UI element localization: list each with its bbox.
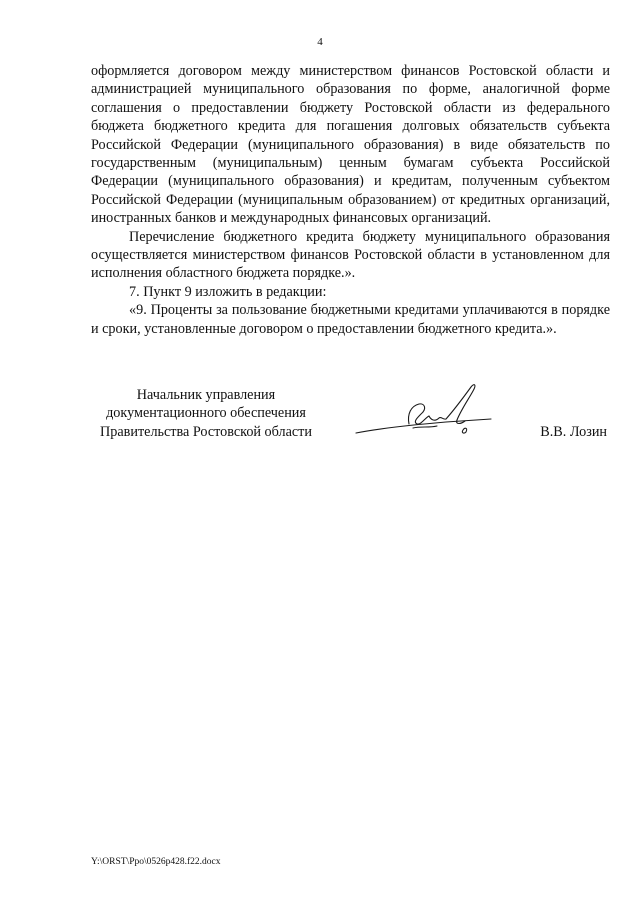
signatory-name: В.В. Лозин — [540, 423, 607, 440]
paragraph-item-9: «9. Проценты за пользование бюджетными кредитами уплачиваются в порядке и сроки, установленные договором о предоставлении бюджетного кредита.». — [91, 302, 610, 337]
signatory-title-line-3: Правительства Ростовской области — [100, 423, 312, 440]
document-body — [91, 62, 610, 338]
paragraph-transfer: Перечисление бюджетного кредита бюджету муниципального образования осуществляется министерством финансов Ростовской области в установленном для исполнения областного бюджета порядке.». — [91, 228, 610, 282]
paragraph-item-7: 7. Пункт 9 изложить в редакции: — [129, 283, 327, 300]
signatory-title-line-1: Начальник управления — [136, 387, 276, 403]
signatory-title-line-2: документационного обеспечения — [106, 405, 306, 422]
handwritten-signature — [351, 378, 501, 448]
signature-block — [91, 386, 610, 456]
paragraph-continuation: оформляется договором между министерством финансов Ростовской области и администрацией муниципального образования по форме, аналогичной форме соглашения о предоставлении бюджету Ростовской области из федерального бюджета бюджетного кредита для погашения долговых обязательств субъекта Российской Федерации (муниципального образования) в виде обязательств по государственным (муниципальным) ценным бумагам субъекта Российской Федерации (муниципального образования) и кредитам, полученным субъектом Российской Федерации (муниципальным образованием) от кредитных организаций, иностранных банков и международных финансовых организаций. — [91, 63, 610, 227]
page-number: 4 — [317, 36, 323, 48]
file-path: Y:\ORST\Ppo\0526p428.f22.docx — [91, 857, 221, 867]
signatory-title — [91, 386, 321, 441]
